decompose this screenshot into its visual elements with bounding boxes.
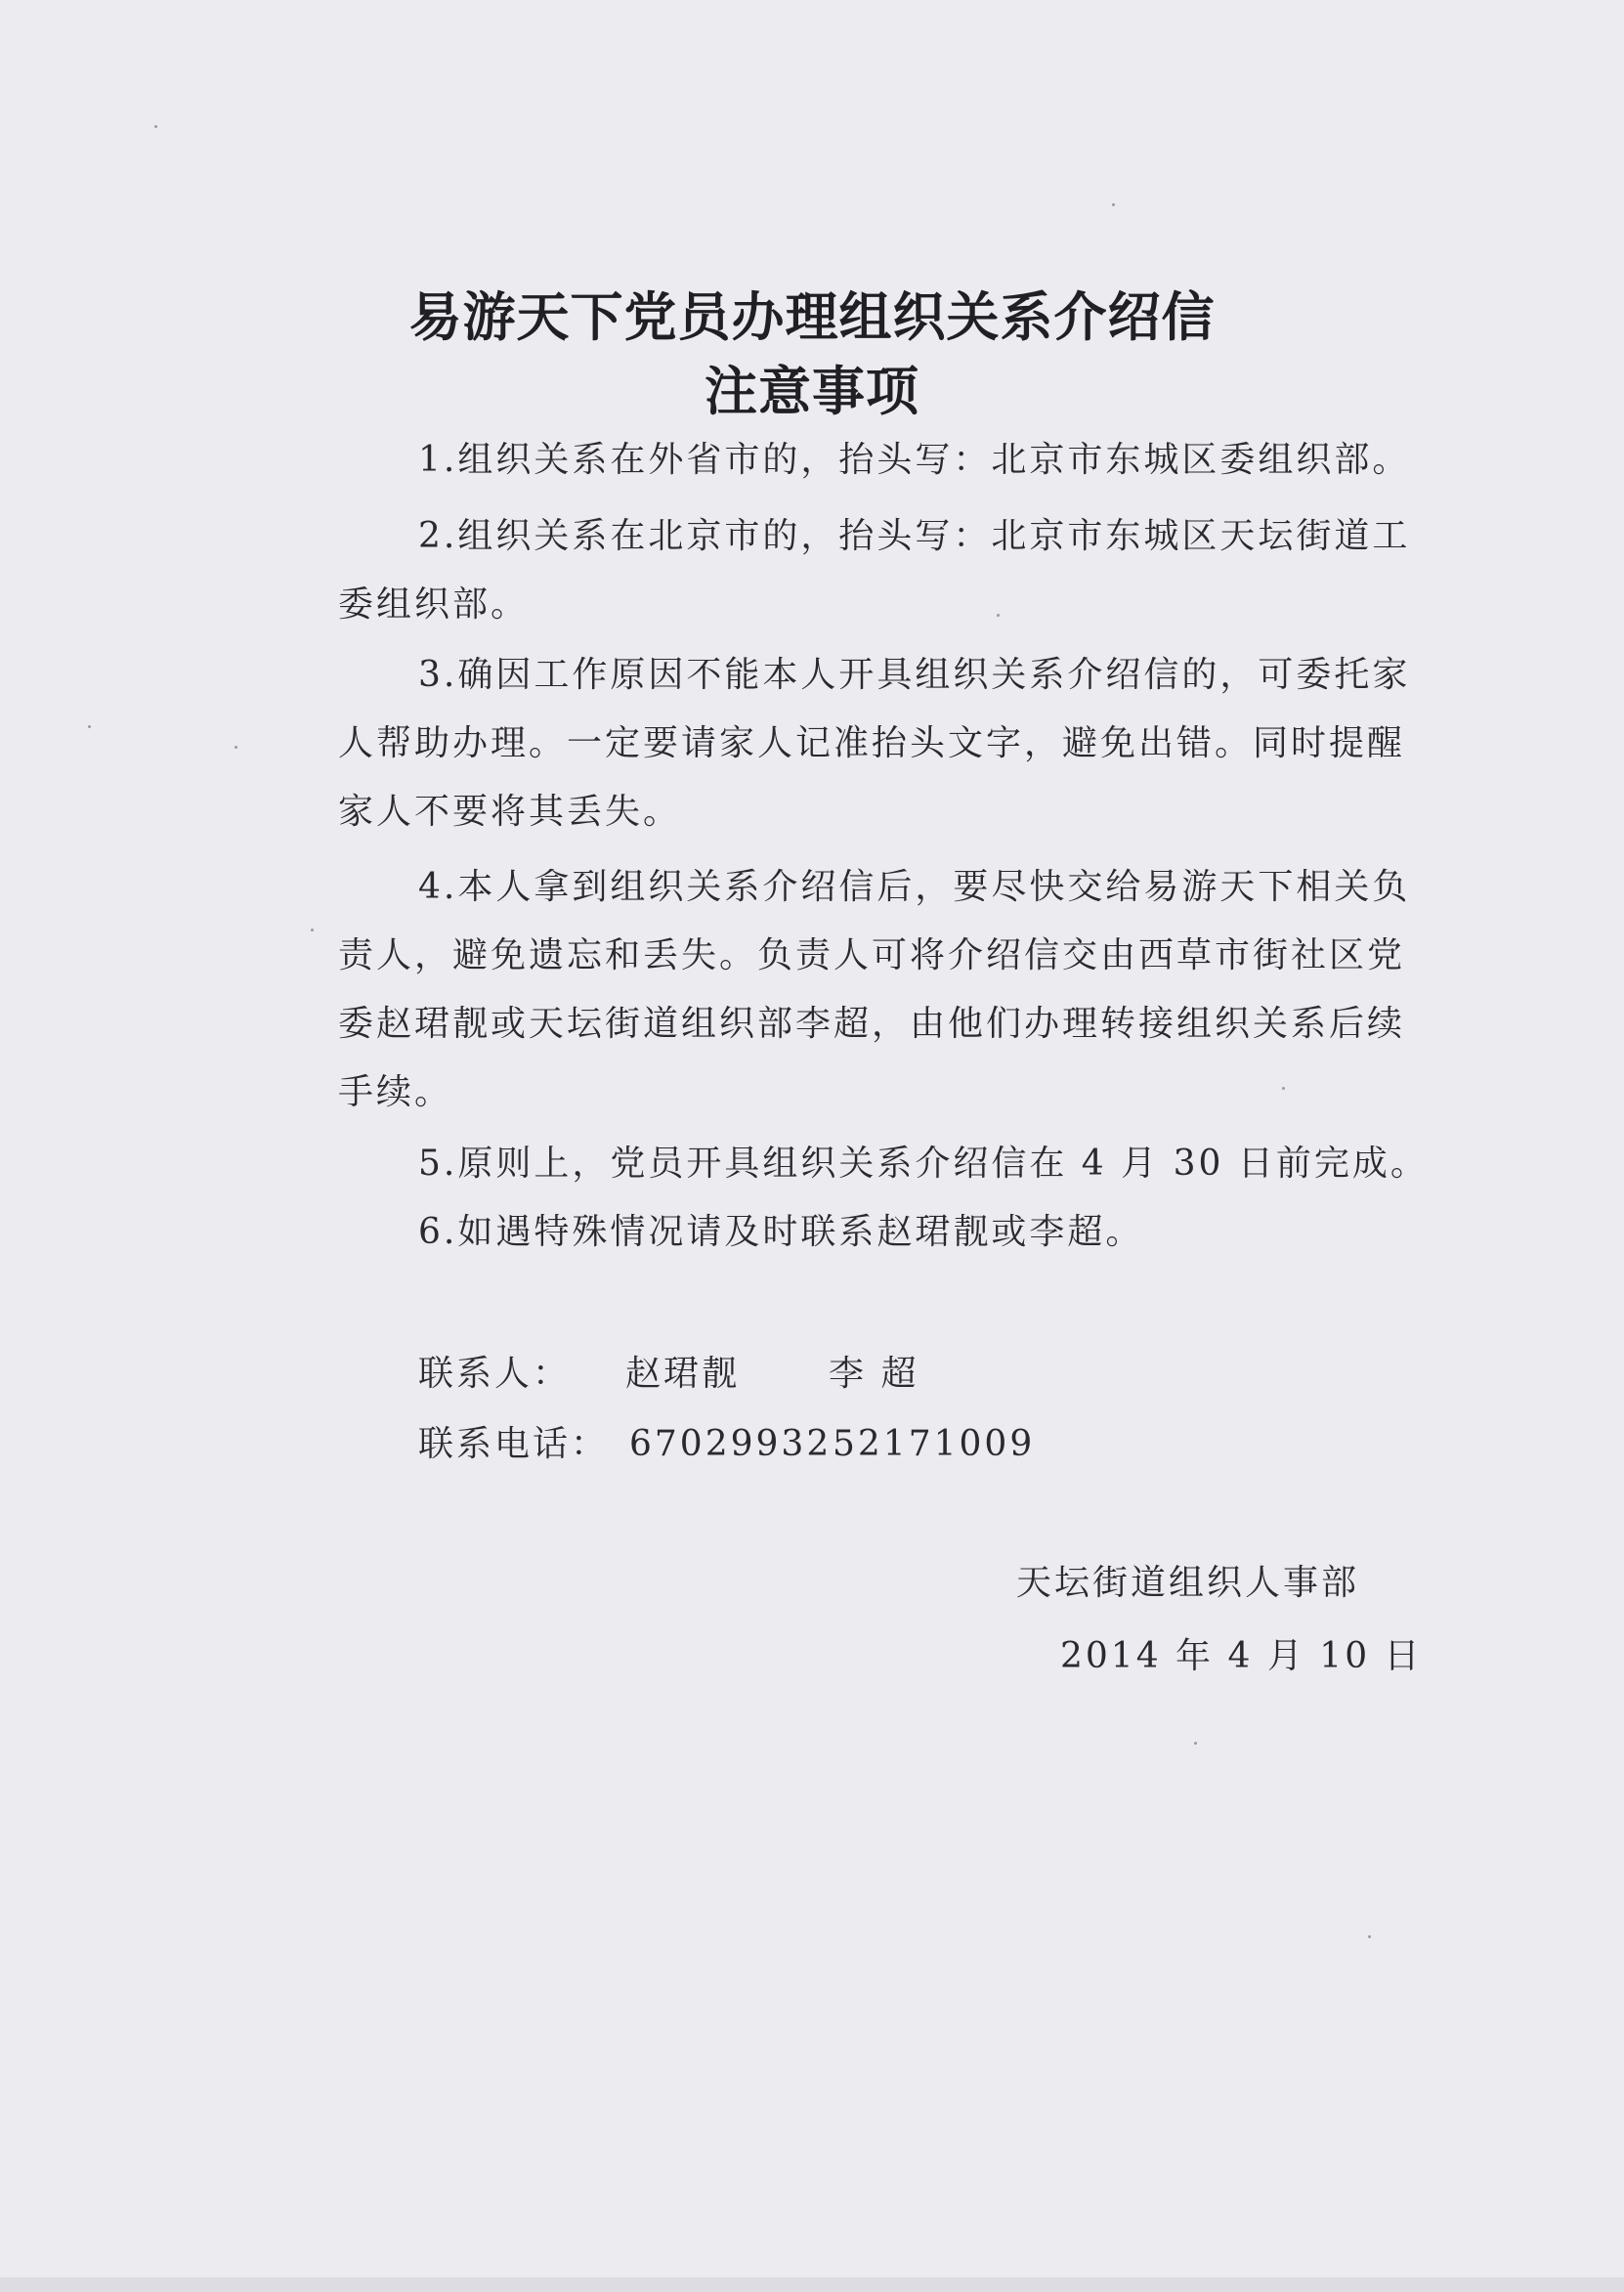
- item-4-line-1: 4.本人拿到组织关系介绍信后，要尽快交给易游天下相关负: [418, 867, 1411, 907]
- scan-speck: [235, 746, 237, 749]
- item-2-line-2: 委组织部。: [338, 584, 530, 625]
- item-4-line-4: 手续。: [338, 1072, 453, 1112]
- document-subtitle: 注意事项: [705, 360, 919, 422]
- item-2-line-1: 2.组织关系在北京市的，抬头写：北京市东城区天坛街道工: [418, 516, 1411, 556]
- scan-speck: [1194, 1742, 1197, 1745]
- scan-speck: [1368, 1935, 1371, 1938]
- item-4-line-3: 委赵珺靓或天坛街道组织部李超，由他们办理转接组织关系后续: [338, 1004, 1406, 1044]
- contact-phone-1: 67029932: [629, 1424, 833, 1464]
- item-3-line-2: 人帮助办理。一定要请家人记准抬头文字，避免出错。同时提醒: [338, 723, 1406, 763]
- contact-phone-label: 联系电话：: [418, 1424, 610, 1464]
- item-3-line-3: 家人不要将其丢失。: [338, 792, 682, 832]
- item-3-line-1: 3.确因工作原因不能本人开具组织关系介绍信的，可委托家: [418, 655, 1411, 695]
- contact-phone-2: 52171009: [833, 1424, 1036, 1464]
- scan-bottom-edge: [0, 2277, 1624, 2292]
- document-title: 易游天下党员办理组织关系介绍信: [408, 285, 1216, 348]
- item-6: 6.如遇特殊情况请及时联系赵珺靓或李超。: [418, 1212, 1144, 1252]
- scan-speck: [311, 929, 314, 931]
- signature-date: 2014 年 4 月 10 日: [1060, 1636, 1423, 1676]
- contact-person-1: 赵珺靓: [625, 1354, 741, 1394]
- scan-speck: [154, 125, 157, 128]
- scan-speck: [88, 725, 91, 728]
- contact-person-2: 李 超: [829, 1354, 919, 1394]
- signature-department: 天坛街道组织人事部: [1016, 1563, 1360, 1603]
- item-5: 5.原则上，党员开具组织关系介绍信在 4 月 30 日前完成。: [418, 1144, 1429, 1184]
- item-1: 1.组织关系在外省市的，抬头写：北京市东城区委组织部。: [418, 440, 1411, 480]
- item-4-line-2: 责人，避免遗忘和丢失。负责人可将介绍信交由西草市街社区党: [338, 935, 1406, 975]
- contact-person-label: 联系人：: [418, 1354, 572, 1394]
- scan-speck: [997, 614, 1000, 617]
- scan-speck: [1282, 1087, 1285, 1090]
- scan-speck: [1112, 203, 1115, 206]
